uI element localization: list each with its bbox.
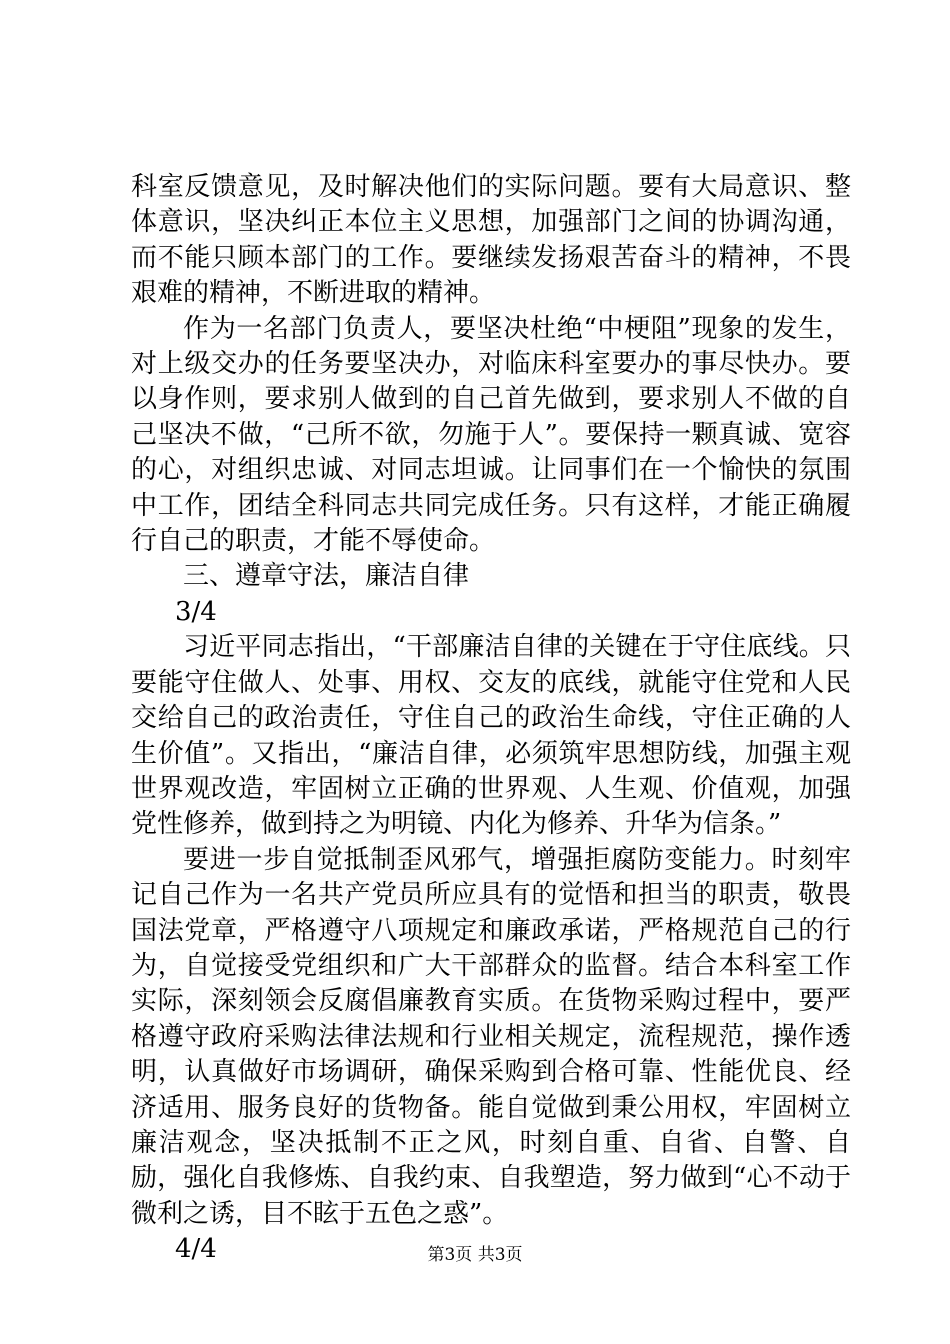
page-marker: 4/4 bbox=[175, 1234, 217, 1265]
paragraph: 科室反馈意见，及时解决他们的实际问题。要有大局意识、整体意识，坚决纠正本位主义思想，加强部门之间的协调沟通，而不能只顾本部门的工作。要继续发扬艰苦奋斗的精神，不畏艰难的精神，不断进取的精神。 bbox=[131, 172, 851, 309]
paragraph: 要进一步自觉抵制歪风邪气，增强拒腐防变能力。时刻牢记自己作为一名共产党员所应具有的觉悟和担当的职责，敬畏国法党章，严格遵守八项规定和廉政承诺，严格规范自己的行为，自觉接受党组织和广大干部群众的监督。结合本科室工作实际，深刻领会反腐倡廉教育实质。在货物采购过程中，要严格遵守政府采购法律法规和行业相关规定，流程规范，操作透明，认真做好市场调研，确保采购到合格可靠、性能优良、经济适用、服务良好的货物备。能自觉做到秉公用权，牢固树立廉洁观念，坚决抵制不正之风，时刻自重、自省、自警、自励，强化自我修炼、自我约束、自我塑造，努力做到“心不动于微利之诱，目不眩于五色之惑”。 bbox=[131, 844, 851, 1229]
page-marker: 3/4 bbox=[175, 596, 217, 627]
section-heading: 三、遵章守法，廉洁自律 bbox=[183, 561, 470, 592]
paragraph: 习近平同志指出，“干部廉洁自律的关键在于守住底线。只要能守住做人、处事、用权、交友的底线，就能守住党和人民交给自己的政治责任，守住自己的政治生命线，守住正确的人生价值”。又指出，“廉洁自律，必须筑牢思想防线，加强主观世界观改造，牢固树立正确的世界观、人生观、价值观，加强党性修养，做到持之为明镜、内化为修养、升华为信条。” bbox=[131, 632, 851, 840]
paragraph: 作为一名部门负责人，要坚决杜绝“中梗阻”现象的发生，对上级交办的任务要坚决办，对临床科室要办的事尽快办。要以身作则，要求别人做到的自己首先做到，要求别人不做的自己坚决不做，“己所不欲，勿施于人”。要保持一颗真诚、宽容的心，对组织忠诚、对同志坦诚。让同事们在一个愉快的氛围中工作，团结全科同志共同完成任务。只有这样，才能正确履行自己的职责，才能不辱使命。 bbox=[131, 313, 851, 557]
document-body bbox=[131, 170, 851, 1268]
page-footer: 第3页 共3页 bbox=[427, 1245, 523, 1265]
